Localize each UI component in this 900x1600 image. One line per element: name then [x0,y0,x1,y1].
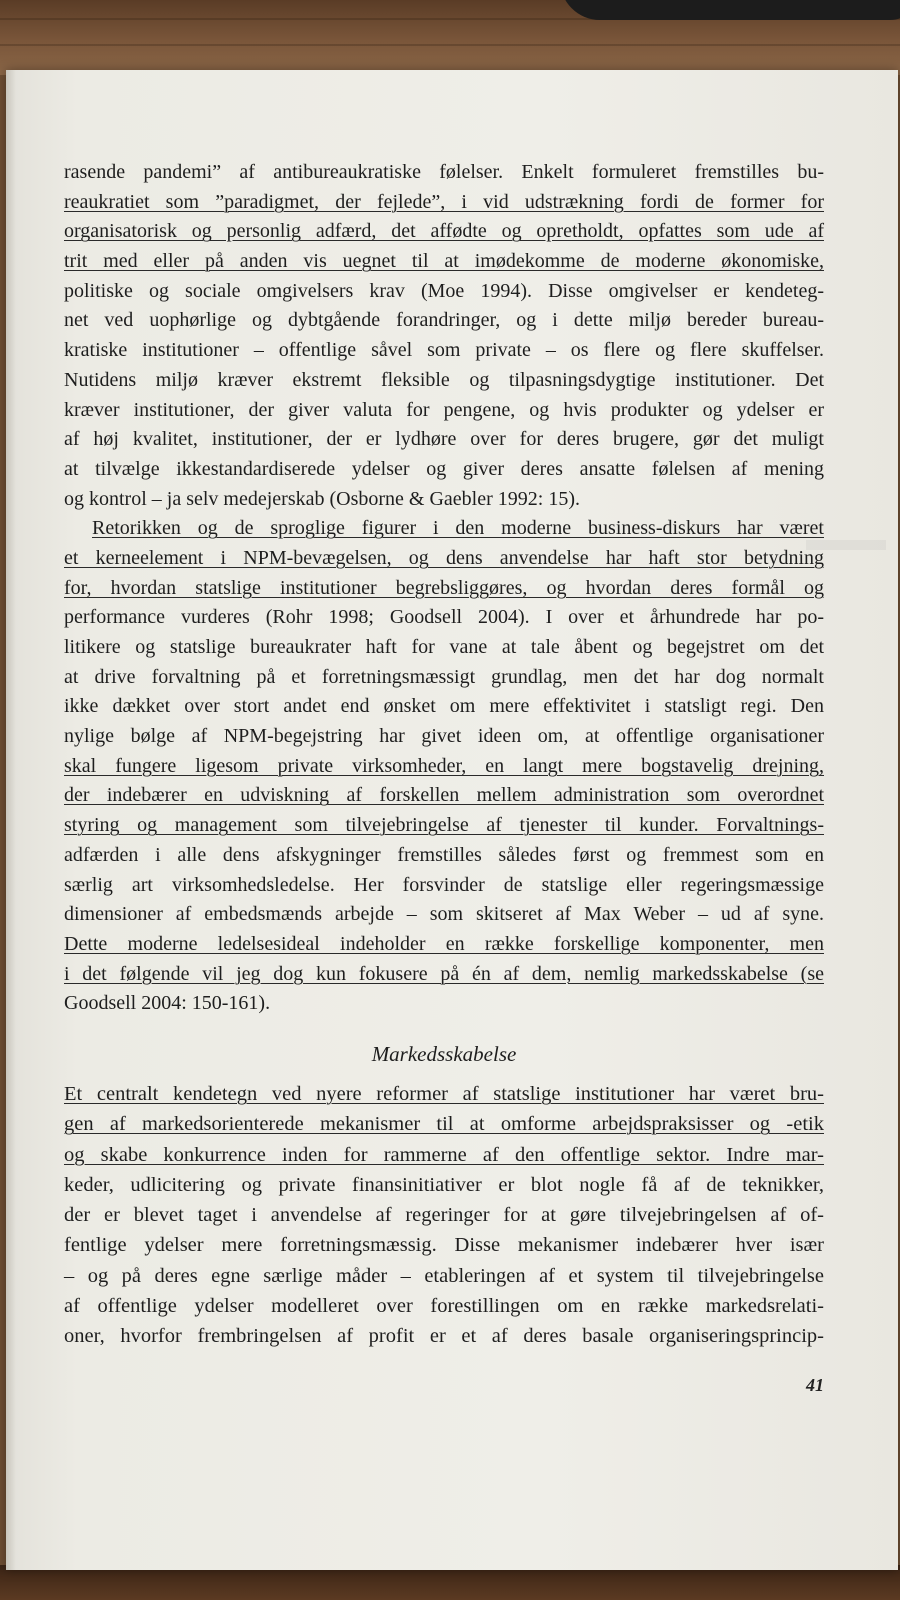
text-line: organisatorisk og personlig adfærd, det affødte og opretholdt, opfattes som ude af [64,220,824,243]
paragraph-2 [64,514,824,1019]
body-text [64,158,824,1352]
text-line: i det følgende vil jeg dog kun fokusere på én af dem, nemlig markedsskabelse (se [64,962,824,985]
text-line: Goodsell 2004: 150-161). [64,992,271,1015]
wood-grain [0,44,900,46]
book-page [6,70,898,1570]
text-line: et kerneelement i NPM-bevægelsen, og dens anvendelse har haft stor betydning [64,546,824,569]
text-line: styring og management som tilvejebringelse af tjenester til kunder. Forvaltnings- [64,814,824,837]
text-line: at drive forvaltning på et forretningsmæssigt grundlag, men det har dog normalt [64,665,824,688]
text-line: rasende pandemi” af antibureaukratiske følelser. Enkelt formuleret fremstilles bu- [64,161,824,183]
text-line: politiske og sociale omgivelsers krav (Moe 1994). Disse omgivelser er kendeteg- [64,279,824,302]
text-line: oner, hvorfor frembringelsen af profit er et af deres basale organiseringsprincip- [64,1325,824,1348]
text-line: keder, udlicitering og private finansinitiativer er blot nogle få af de teknikker, [64,1173,824,1196]
text-line: – og på deres egne særlige måder – etableringen af et system til tilvejebringelse [64,1264,824,1287]
text-line: adfærden i alle dens afskygninger fremstilles således først og fremmest som en [64,843,824,866]
text-line: litikere og statslige bureaukrater haft for vane at tale åbent og begejstret om det [64,636,824,658]
text-line: af høj kvalitet, institutioner, der er lydhøre over for deres brugere, gør det muligt [64,428,824,451]
paragraph-1 [64,158,824,514]
page-number: 41 [806,1375,824,1395]
text-line: Retorikken og de sproglige figurer i den moderne business-diskurs har været [92,517,824,540]
text-line: Et centralt kendetegn ved nyere reformer af statslige institutioner har været bru- [64,1082,824,1105]
text-line: ikke dækket over stort andet end ønsket om mere effektivitet i statsligt regi. Den [64,695,824,718]
wooden-table-top [0,0,900,75]
text-line: dimensioner af embedsmænds arbejde – som skitseret af Max Weber – ud af syne. [64,903,824,926]
text-line: kræver institutioner, der giver valuta for pengene, og hvis produkter og ydelser er [64,398,824,421]
text-line: gen af markedsorienterede mekanismer til at omforme arbejdspraksisser og -etik [64,1113,824,1136]
text-line: der indebærer en udviskning af forskellen mellem administration som overordnet [64,784,824,807]
text-line: nylige bølge af NPM-begejstring har givet ideen om, at offentlige organisationer [64,725,824,748]
paragraph-3 [64,1079,824,1352]
page-gutter-shadow [6,70,16,1570]
text-line: reaukratiet som ”paradigmet, der fejlede”, i vid udstrækning fordi de former for [64,190,824,213]
text-line: fentlige ydelser mere forretningsmæssig. Disse mekanismer indebærer hver især [64,1234,824,1257]
text-line: performance vurderes (Rohr 1998; Goodsell 2004). I over et århundrede har po- [64,606,824,629]
text-line: at tilvælge ikkestandardiserede ydelser og giver deres ansatte følelsen af mening [64,457,824,480]
wooden-table-bottom [0,1565,900,1600]
text-line: særlig art virksomhedsledelse. Her forsvinder de statslige eller regeringsmæssige [64,873,824,896]
text-line: skal fungere ligesom private virksomheder, en langt mere bogstavelig drejning, [64,754,824,777]
text-line: kratiske institutioner – offentlige såvel som private – os flere og flere skuffelser. [64,339,824,362]
text-line: net ved uophørlige og dybtgående forandringer, og i dette miljø bereder bureau- [64,309,824,332]
text-line: og kontrol – ja selv medejerskab (Osborne & Gaebler 1992: 15). [64,487,580,510]
dark-object [560,0,900,20]
text-line: for, hvordan statslige institutioner begrebsliggøres, og hvordan deres formål og [64,576,824,599]
section-heading: Markedsskabelse [371,1041,517,1066]
text-line: af offentlige ydelser modelleret over forestillingen om en række markedsrelati- [64,1295,824,1318]
text-line: Nutidens miljø kræver ekstremt fleksible og tilpasningsdygtige institutioner. Det [64,368,824,391]
text-line: der er blevet taget i anvendelse af regeringer for at gøre tilvejebringelsen af of- [64,1204,824,1227]
text-line: og skabe konkurrence inden for rammerne af den offentlige sektor. Indre mar- [64,1143,824,1166]
text-line: Dette moderne ledelsesideal indeholder en række forskellige komponenter, men [64,932,824,955]
text-line: trit med eller på anden vis uegnet til at imødekomme de moderne økonomiske, [64,250,824,273]
